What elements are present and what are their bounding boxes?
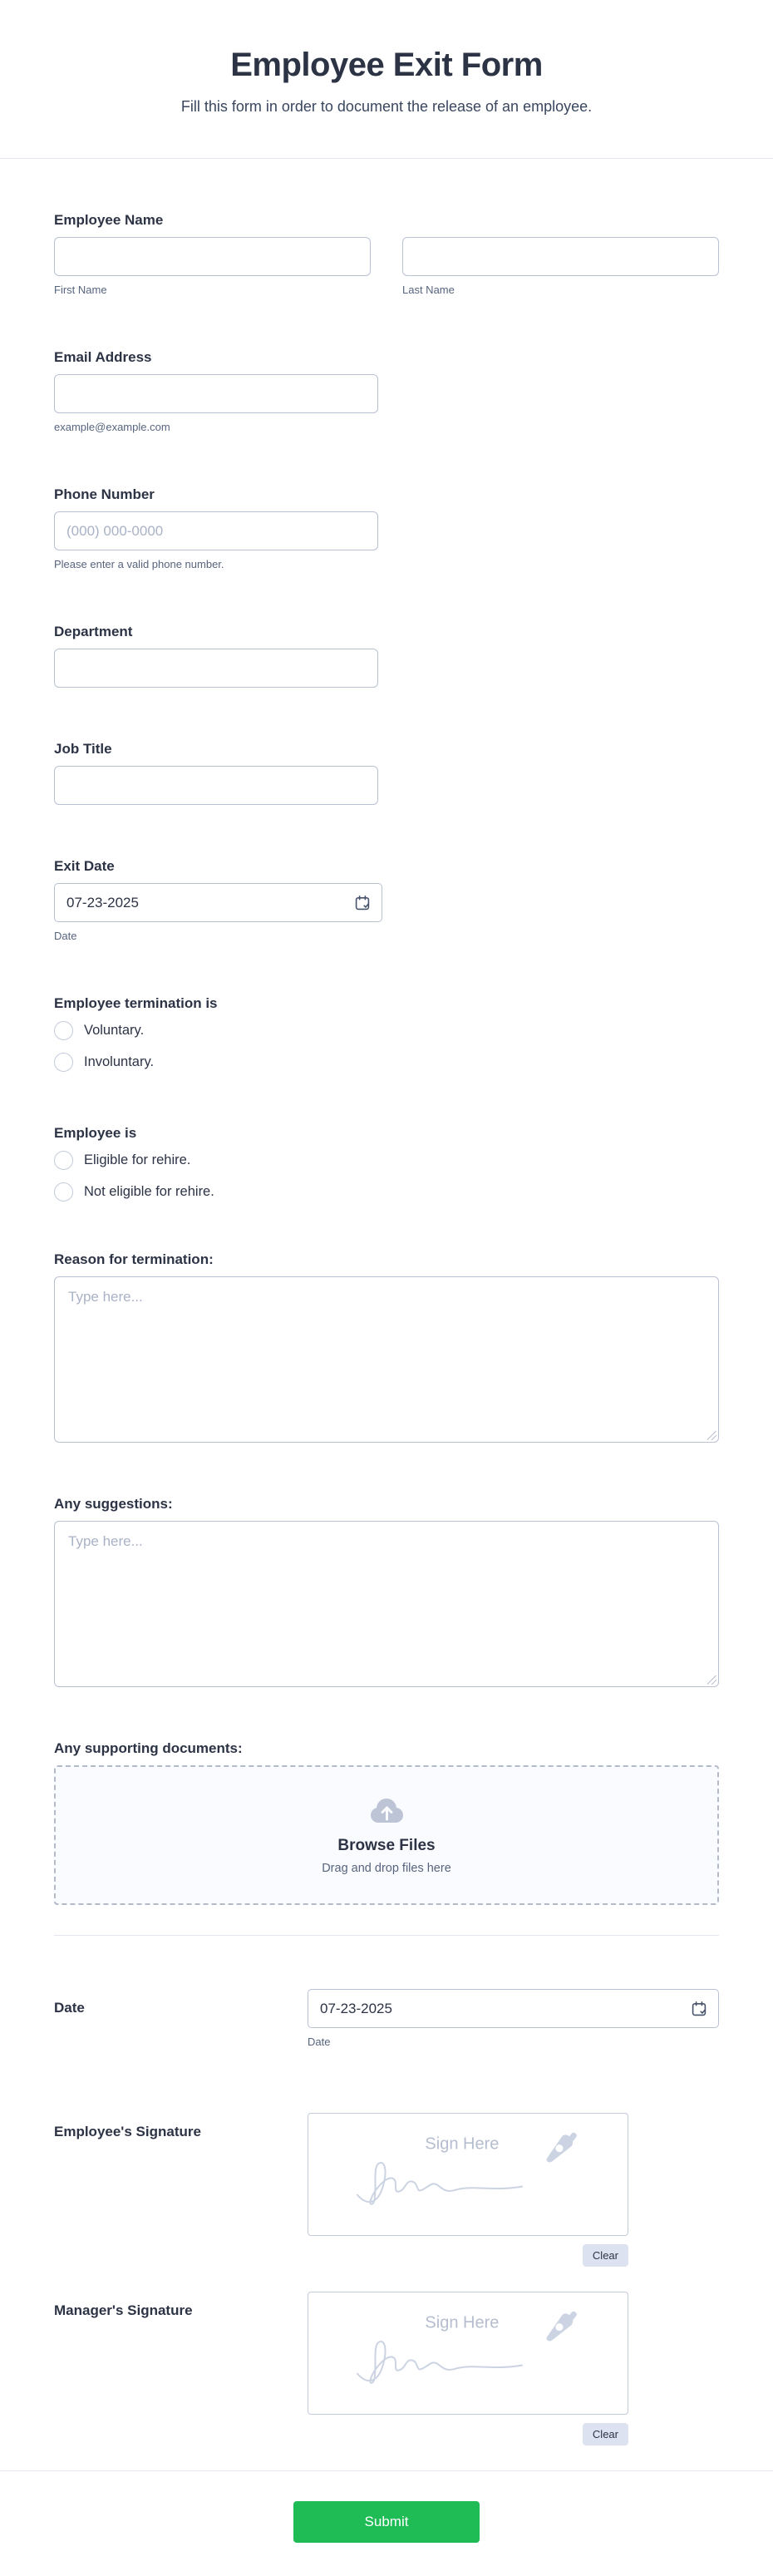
job-title-label: Job Title [54, 741, 112, 757]
reason-label: Reason for termination: [54, 1251, 214, 1267]
eligible-radio[interactable] [54, 1151, 73, 1170]
field-job-title [54, 741, 719, 805]
resize-handle-icon[interactable] [707, 1431, 716, 1440]
signature-squiggle-icon [356, 2334, 552, 2386]
first-name-sublabel: First Name [54, 284, 107, 296]
email-sublabel: example@example.com [54, 421, 170, 433]
job-title-input[interactable] [54, 766, 378, 805]
department-input[interactable] [54, 649, 378, 688]
reason-textarea[interactable] [54, 1276, 719, 1443]
employee-signature-label: Employee's Signature [54, 2124, 201, 2139]
sign-here-label: Sign Here [425, 2134, 500, 2154]
documents-label: Any supporting documents: [54, 1740, 243, 1756]
suggestions-label: Any suggestions: [54, 1496, 173, 1512]
field-date [54, 1989, 719, 2048]
field-suggestions [54, 1496, 719, 1687]
radio-option-voluntary[interactable] [54, 1020, 719, 1040]
department-label: Department [54, 624, 133, 639]
pen-nib-icon [545, 2309, 580, 2346]
phone-label: Phone Number [54, 486, 155, 502]
browse-files-button[interactable]: Browse Files [337, 1836, 436, 1854]
date-input[interactable] [308, 1989, 719, 2028]
voluntary-radio[interactable] [54, 1021, 73, 1040]
field-phone [54, 486, 719, 570]
field-reason [54, 1251, 719, 1443]
manager-signature-pad[interactable] [308, 2292, 628, 2415]
last-name-input[interactable] [402, 237, 719, 276]
manager-signature-label: Manager's Signature [54, 2302, 193, 2318]
radio-option-eligible[interactable] [54, 1150, 719, 1170]
resize-handle-icon[interactable] [707, 1675, 716, 1685]
involuntary-radio[interactable] [54, 1053, 73, 1072]
page-title: Employee Exit Form [230, 47, 543, 83]
field-manager-signature [54, 2292, 719, 2445]
pen-nib-icon [545, 2130, 580, 2167]
involuntary-label[interactable]: Involuntary. [84, 1054, 155, 1069]
exit-date-label: Exit Date [54, 858, 115, 874]
first-name-input[interactable] [54, 237, 371, 276]
field-exit-date [54, 858, 719, 942]
field-documents [54, 1740, 719, 1905]
submit-area [54, 2471, 719, 2576]
signature-squiggle-icon [356, 2155, 552, 2207]
email-input[interactable] [54, 374, 378, 413]
not-eligible-label[interactable]: Not eligible for rehire. [84, 1184, 214, 1199]
suggestions-textarea[interactable] [54, 1521, 719, 1687]
form-body [0, 159, 773, 2576]
submit-button[interactable]: Submit [293, 2501, 480, 2543]
eligible-label[interactable]: Eligible for rehire. [84, 1152, 191, 1167]
phone-sublabel: Please enter a valid phone number. [54, 558, 224, 570]
field-employee-name [54, 212, 719, 296]
employee-signature-clear-button[interactable]: Clear [583, 2244, 628, 2267]
radio-option-not-eligible[interactable] [54, 1182, 719, 1202]
not-eligible-radio[interactable] [54, 1182, 73, 1202]
date-label: Date [54, 2000, 85, 2016]
field-rehire [54, 1125, 719, 1202]
section-divider [54, 1935, 719, 1936]
date-sublabel: Date [308, 2036, 331, 2048]
radio-option-involuntary[interactable] [54, 1052, 719, 1072]
field-employee-signature [54, 2113, 719, 2267]
last-name-sublabel: Last Name [402, 284, 455, 296]
calendar-icon[interactable] [690, 2000, 708, 2018]
field-department [54, 624, 719, 688]
field-termination-type [54, 995, 719, 1072]
employee-name-label: Employee Name [54, 212, 164, 228]
manager-signature-clear-button[interactable]: Clear [583, 2423, 628, 2445]
upload-cloud-icon [367, 1796, 406, 1826]
sign-here-label: Sign Here [425, 2313, 500, 2332]
field-email [54, 349, 719, 433]
rehire-label: Employee is [54, 1125, 137, 1141]
form-header [0, 0, 773, 159]
exit-date-sublabel: Date [54, 930, 77, 942]
termination-type-label: Employee termination is [54, 995, 218, 1011]
exit-date-input[interactable] [54, 883, 382, 922]
drag-drop-label: Drag and drop files here [322, 1861, 451, 1875]
email-label: Email Address [54, 349, 152, 365]
file-dropzone[interactable] [54, 1765, 719, 1905]
employee-signature-pad[interactable] [308, 2113, 628, 2236]
phone-input[interactable] [54, 511, 378, 550]
calendar-icon[interactable] [353, 894, 372, 912]
voluntary-label[interactable]: Voluntary. [84, 1023, 145, 1038]
page-subtitle: Fill this form in order to document the release of an employee. [180, 98, 593, 115]
